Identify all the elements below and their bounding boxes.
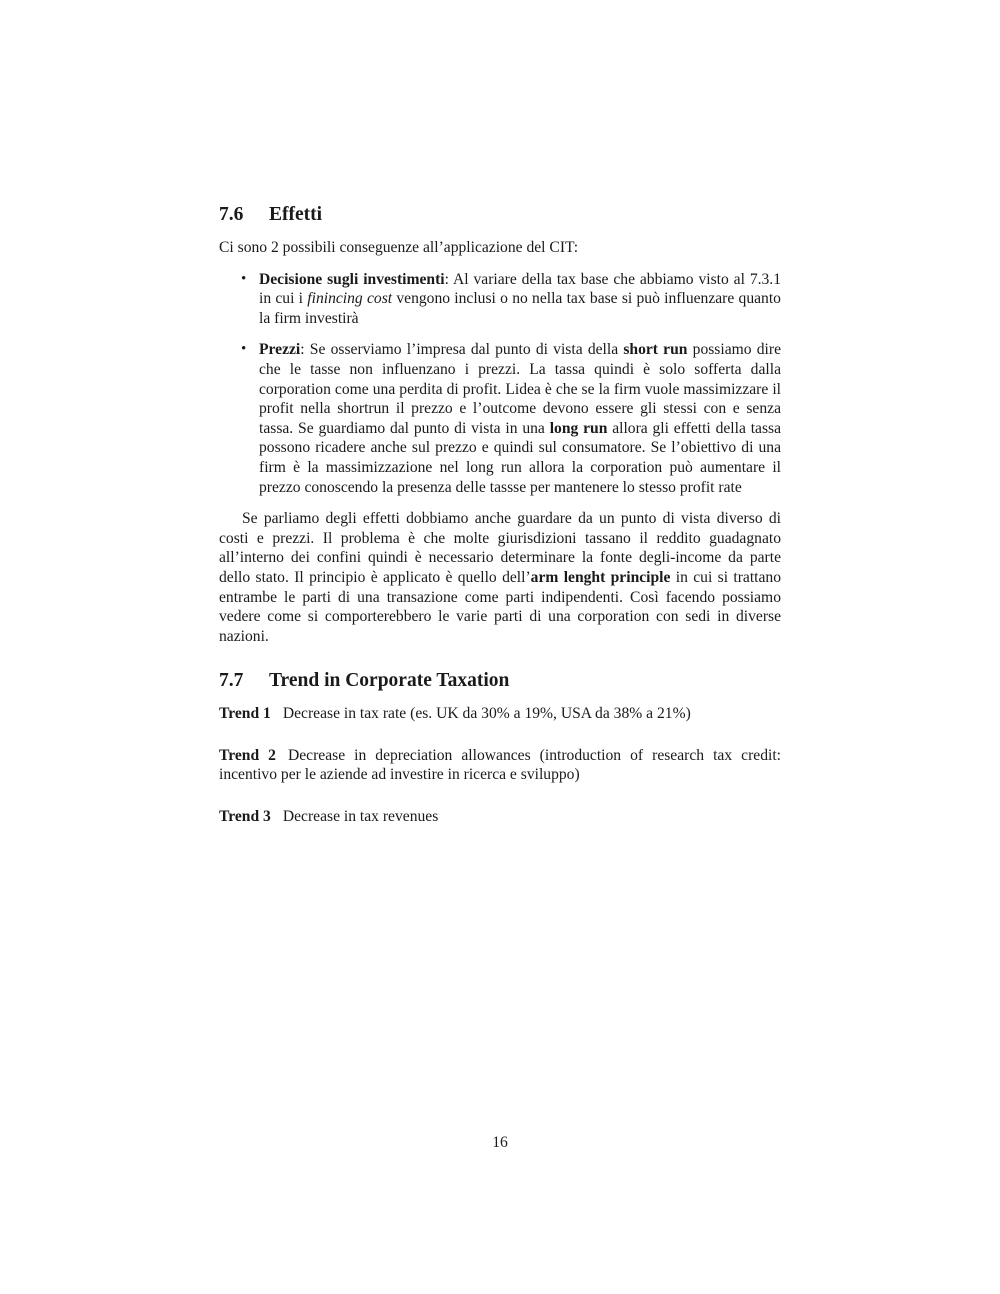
trend-label: Trend 3: [219, 808, 271, 826]
section-title: Trend in Corporate Taxation: [269, 670, 510, 692]
bold-term: arm lenght principle: [530, 568, 671, 586]
intro-paragraph: Ci sono 2 possibili conseguenze all’applicazione del CIT:: [219, 239, 579, 256]
trend-paragraph-2: [219, 746, 781, 785]
trend-paragraph-3: [219, 807, 781, 827]
bullet-icon: •: [241, 341, 247, 358]
bold-term: short run: [623, 341, 688, 359]
bullet-term: Prezzi: [259, 341, 301, 359]
bullet-text: possiamo dire che le tasse non influenzano i prezzi. La tassa quindi è solo sofferta dalla corporation come una perdita di profit. Lidea è che se la firm vuole massimizzare il profit nella shortrun il prezzo e l’outcome devono essere gli stessi con e senza tassa. Se guardiamo dal punto di vista in una: [259, 341, 781, 437]
bullet-icon: •: [241, 270, 247, 287]
bullet-text: allora gli effetti della tassa possono ricadere anche sul prezzo e quindi sul consumatore. Se l’obiettivo di una firm è la massimizzazione nel long run allora la corporation può aumentare il prezzo conoscendo la presenza delle tassse per mantenere lo stesso profit rate: [259, 419, 782, 496]
bullet-text: vengono inclusi o no nella tax base si può influenzare quanto la firm investirà: [259, 290, 781, 327]
bullet-text: : Se osserviamo l’impresa dal punto di vista della: [300, 341, 624, 359]
bullet-term: Decisione sugli investimenti: [259, 270, 445, 288]
page-number: 16: [492, 1134, 508, 1151]
section-heading-7-7: [219, 668, 781, 694]
section-heading-7-6: [219, 202, 781, 228]
trend-text: Decrease in depreciation allowances (introduction of research tax credit: incentivo per le aziende ad investire in ricerca e sviluppo): [219, 746, 781, 784]
trend-paragraph-1: [219, 704, 781, 724]
trend-text: Decrease in tax revenues: [282, 808, 439, 826]
section-number: 7.7: [219, 670, 244, 692]
trend-label: Trend 2: [219, 746, 276, 764]
paragraph-text: Se parliamo degli effetti dobbiamo anche guardare da un punto di vista diverso di costi e prezzi. Il problema è che molte giurisdizioni tassano il reddito guadagnato all’interno dei confini quindi è necessario determinare la fonte degli-income da parte dello stato. Il principio è applicato è quello dell’: [219, 510, 781, 586]
bold-term: long run: [549, 419, 608, 437]
bullet-text: : Al variare della tax base che abbiamo visto al 7.3.1 in cui i: [259, 270, 782, 308]
consequences-list: [219, 270, 781, 498]
trend-label: Trend 1: [219, 705, 271, 723]
trend-text: Decrease in tax rate (es. UK da 30% a 19%, USA da 38% a 21%): [282, 705, 691, 723]
list-item: [219, 270, 781, 329]
paragraph-text: in cui si trattano entrambe le parti di una transazione come parti indipendenti. Così facendo possiamo vedere come si comporterebbero le varie parti di una corporation con sedi in diverse nazioni.: [219, 568, 781, 645]
body-paragraph: [219, 509, 781, 646]
list-item: [219, 340, 781, 497]
section-title: Effetti: [269, 204, 323, 225]
italic-term: finincing cost: [307, 290, 393, 308]
section-number: 7.6: [219, 204, 244, 225]
page-content: [219, 200, 781, 849]
